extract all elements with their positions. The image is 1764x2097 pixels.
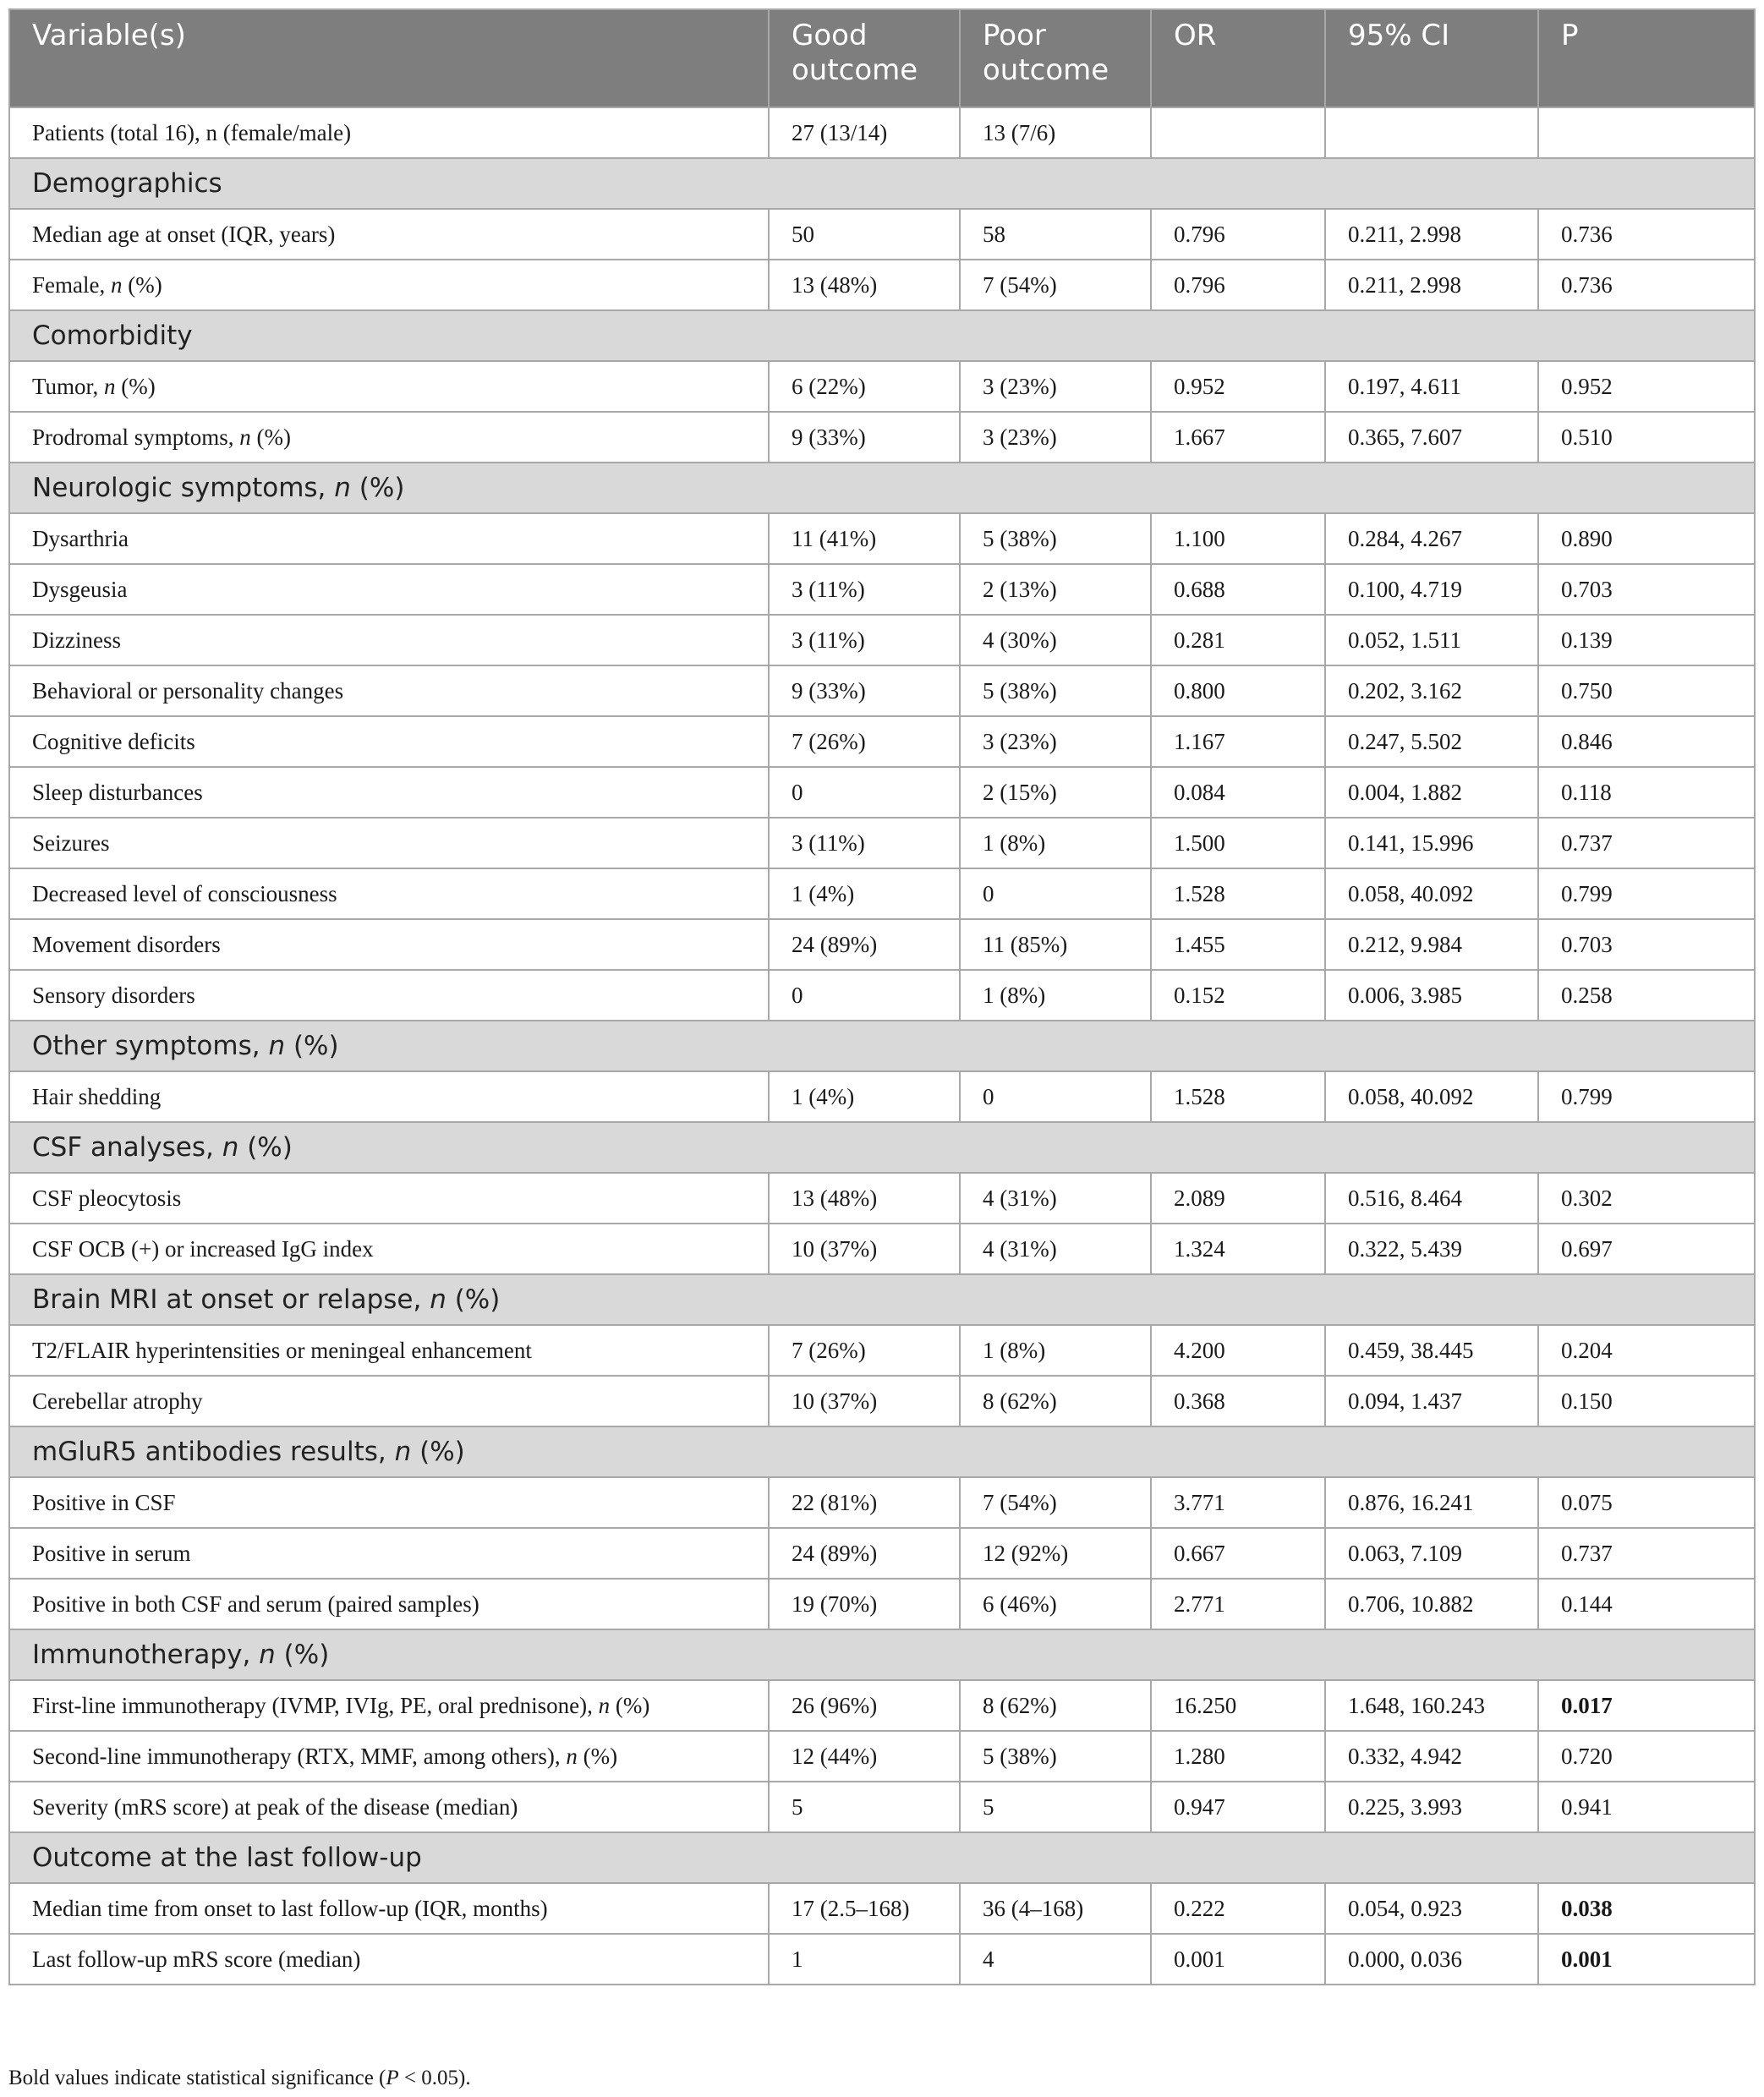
cell-poor-outcome: 1 (8%) <box>960 818 1151 868</box>
section-label: Other symptoms, n (%) <box>9 1021 1755 1071</box>
cell-poor-outcome: 1 (8%) <box>960 970 1151 1021</box>
cell-ci: 0.094, 1.437 <box>1325 1376 1538 1426</box>
cell-ci: 0.322, 5.439 <box>1325 1224 1538 1274</box>
cell-p: 0.737 <box>1538 1528 1755 1579</box>
cell-good-outcome: 17 (2.5–168) <box>769 1883 960 1934</box>
cell-good-outcome: 1 (4%) <box>769 868 960 919</box>
cell-ci: 0.516, 8.464 <box>1325 1173 1538 1224</box>
cell-variable: Movement disorders <box>9 919 769 970</box>
cell-p: 0.890 <box>1538 513 1755 564</box>
cell-p: 0.736 <box>1538 209 1755 260</box>
section-label: CSF analyses, n (%) <box>9 1122 1755 1173</box>
cell-ci: 0.197, 4.611 <box>1325 361 1538 412</box>
cell-p <box>1538 1883 1755 1934</box>
cell-poor-outcome: 8 (62%) <box>960 1376 1151 1426</box>
table-row <box>9 970 1755 1021</box>
cell-or: 1.500 <box>1151 818 1325 868</box>
results-table <box>8 8 1756 1985</box>
cell-poor-outcome: 4 <box>960 1934 1151 1985</box>
table-body <box>9 107 1755 1985</box>
table-row <box>9 868 1755 919</box>
cell-poor-outcome: 7 (54%) <box>960 260 1151 310</box>
table-row <box>9 209 1755 260</box>
cell-variable: Decreased level of consciousness <box>9 868 769 919</box>
cell-good-outcome: 10 (37%) <box>769 1376 960 1426</box>
cell-ci: 0.100, 4.719 <box>1325 564 1538 615</box>
cell-poor-outcome: 7 (54%) <box>960 1477 1151 1528</box>
cell-good-outcome: 3 (11%) <box>769 818 960 868</box>
cell-or: 0.947 <box>1151 1782 1325 1832</box>
cell-ci: 0.211, 2.998 <box>1325 260 1538 310</box>
cell-variable: Dysarthria <box>9 513 769 564</box>
table-row <box>9 1325 1755 1376</box>
cell-variable: First-line immunotherapy (IVMP, IVIg, PE, oral prednisone), n (%) <box>9 1680 769 1731</box>
table-row <box>9 564 1755 615</box>
cell-p: 0.799 <box>1538 1071 1755 1122</box>
cell-good-outcome: 1 <box>769 1934 960 1985</box>
cell-poor-outcome: 3 (23%) <box>960 412 1151 463</box>
cell-p <box>1538 107 1755 158</box>
cell-good-outcome: 19 (70%) <box>769 1579 960 1629</box>
cell-good-outcome: 50 <box>769 209 960 260</box>
table-row <box>9 412 1755 463</box>
cell-variable: Positive in serum <box>9 1528 769 1579</box>
cell-poor-outcome: 5 (38%) <box>960 1731 1151 1782</box>
table-row <box>9 1477 1755 1528</box>
cell-or: 1.667 <box>1151 412 1325 463</box>
cell-or <box>1151 107 1325 158</box>
table-row <box>9 1680 1755 1731</box>
section-label: Comorbidity <box>9 310 1755 361</box>
cell-poor-outcome: 0 <box>960 1071 1151 1122</box>
cell-poor-outcome: 4 (30%) <box>960 615 1151 665</box>
header-variable: Variable(s) <box>9 9 769 107</box>
table-row <box>9 1071 1755 1122</box>
table-row <box>9 513 1755 564</box>
cell-poor-outcome: 12 (92%) <box>960 1528 1151 1579</box>
cell-ci: 0.141, 15.996 <box>1325 818 1538 868</box>
table-row <box>9 716 1755 767</box>
cell-good-outcome: 12 (44%) <box>769 1731 960 1782</box>
cell-p: 0.846 <box>1538 716 1755 767</box>
cell-variable: CSF OCB (+) or increased IgG index <box>9 1224 769 1274</box>
cell-or: 2.771 <box>1151 1579 1325 1629</box>
cell-ci: 0.365, 7.607 <box>1325 412 1538 463</box>
cell-or: 0.667 <box>1151 1528 1325 1579</box>
cell-or: 0.152 <box>1151 970 1325 1021</box>
cell-poor-outcome: 2 (13%) <box>960 564 1151 615</box>
cell-poor-outcome: 58 <box>960 209 1151 260</box>
significant-p-value: 0.038 <box>1561 1895 1613 1921</box>
table-row <box>9 767 1755 818</box>
cell-poor-outcome: 4 (31%) <box>960 1173 1151 1224</box>
cell-or: 1.455 <box>1151 919 1325 970</box>
table-row <box>9 1883 1755 1934</box>
cell-p: 0.750 <box>1538 665 1755 716</box>
cell-variable: Median time from onset to last follow-up (IQR, months) <box>9 1883 769 1934</box>
table-row <box>9 1376 1755 1426</box>
cell-p: 0.302 <box>1538 1173 1755 1224</box>
cell-poor-outcome: 3 (23%) <box>960 716 1151 767</box>
cell-good-outcome: 7 (26%) <box>769 716 960 767</box>
cell-variable: Cognitive deficits <box>9 716 769 767</box>
cell-poor-outcome: 36 (4–168) <box>960 1883 1151 1934</box>
section-header-row <box>9 1629 1755 1680</box>
cell-or: 16.250 <box>1151 1680 1325 1731</box>
cell-ci: 0.706, 10.882 <box>1325 1579 1538 1629</box>
cell-ci <box>1325 107 1538 158</box>
cell-variable: CSF pleocytosis <box>9 1173 769 1224</box>
cell-p: 0.139 <box>1538 615 1755 665</box>
cell-or: 0.952 <box>1151 361 1325 412</box>
cell-p <box>1538 1680 1755 1731</box>
cell-variable: Cerebellar atrophy <box>9 1376 769 1426</box>
cell-ci: 0.876, 16.241 <box>1325 1477 1538 1528</box>
cell-poor-outcome: 11 (85%) <box>960 919 1151 970</box>
cell-variable: Dysgeusia <box>9 564 769 615</box>
cell-good-outcome: 3 (11%) <box>769 615 960 665</box>
cell-poor-outcome: 6 (46%) <box>960 1579 1151 1629</box>
cell-ci: 0.212, 9.984 <box>1325 919 1538 970</box>
section-header-row <box>9 1122 1755 1173</box>
cell-or: 1.100 <box>1151 513 1325 564</box>
section-label: Outcome at the last follow-up <box>9 1832 1755 1883</box>
cell-or: 0.800 <box>1151 665 1325 716</box>
cell-ci: 0.000, 0.036 <box>1325 1934 1538 1985</box>
cell-variable: Last follow-up mRS score (median) <box>9 1934 769 1985</box>
cell-poor-outcome: 5 (38%) <box>960 513 1151 564</box>
cell-or: 0.796 <box>1151 260 1325 310</box>
cell-good-outcome: 5 <box>769 1782 960 1832</box>
cell-poor-outcome: 1 (8%) <box>960 1325 1151 1376</box>
cell-good-outcome: 1 (4%) <box>769 1071 960 1122</box>
cell-good-outcome: 24 (89%) <box>769 919 960 970</box>
cell-good-outcome: 0 <box>769 767 960 818</box>
cell-or: 0.084 <box>1151 767 1325 818</box>
cell-or: 0.001 <box>1151 1934 1325 1985</box>
cell-p: 0.150 <box>1538 1376 1755 1426</box>
cell-poor-outcome: 2 (15%) <box>960 767 1151 818</box>
cell-ci: 0.211, 2.998 <box>1325 209 1538 260</box>
cell-or: 0.368 <box>1151 1376 1325 1426</box>
header-or: OR <box>1151 9 1325 107</box>
table-row <box>9 919 1755 970</box>
section-header-row <box>9 1021 1755 1071</box>
table-row <box>9 1731 1755 1782</box>
section-header-row <box>9 310 1755 361</box>
cell-poor-outcome: 13 (7/6) <box>960 107 1151 158</box>
cell-variable: Hair shedding <box>9 1071 769 1122</box>
cell-ci: 0.202, 3.162 <box>1325 665 1538 716</box>
cell-ci: 0.054, 0.923 <box>1325 1883 1538 1934</box>
cell-good-outcome: 6 (22%) <box>769 361 960 412</box>
cell-or: 1.528 <box>1151 868 1325 919</box>
cell-p: 0.204 <box>1538 1325 1755 1376</box>
cell-good-outcome: 27 (13/14) <box>769 107 960 158</box>
cell-p: 0.697 <box>1538 1224 1755 1274</box>
significant-p-value: 0.017 <box>1561 1692 1613 1718</box>
cell-p <box>1538 1934 1755 1985</box>
table-header-row <box>9 9 1755 107</box>
cell-good-outcome: 11 (41%) <box>769 513 960 564</box>
section-header-row <box>9 1832 1755 1883</box>
table-row <box>9 665 1755 716</box>
cell-poor-outcome: 5 <box>960 1782 1151 1832</box>
cell-variable: Behavioral or personality changes <box>9 665 769 716</box>
cell-p: 0.720 <box>1538 1731 1755 1782</box>
cell-good-outcome: 0 <box>769 970 960 1021</box>
cell-p: 0.703 <box>1538 564 1755 615</box>
cell-good-outcome: 10 (37%) <box>769 1224 960 1274</box>
cell-p: 0.510 <box>1538 412 1755 463</box>
header-good-outcome: Good outcome <box>769 9 960 107</box>
cell-variable: T2/FLAIR hyperintensities or meningeal enhancement <box>9 1325 769 1376</box>
significant-p-value: 0.001 <box>1561 1946 1613 1972</box>
cell-variable: Prodromal symptoms, n (%) <box>9 412 769 463</box>
cell-or: 1.528 <box>1151 1071 1325 1122</box>
cell-good-outcome: 3 (11%) <box>769 564 960 615</box>
cell-or: 3.771 <box>1151 1477 1325 1528</box>
cell-poor-outcome: 8 (62%) <box>960 1680 1151 1731</box>
cell-variable: Second-line immunotherapy (RTX, MMF, among others), n (%) <box>9 1731 769 1782</box>
cell-good-outcome: 26 (96%) <box>769 1680 960 1731</box>
cell-ci: 0.459, 38.445 <box>1325 1325 1538 1376</box>
cell-p: 0.941 <box>1538 1782 1755 1832</box>
header-p: P <box>1538 9 1755 107</box>
cell-or: 4.200 <box>1151 1325 1325 1376</box>
table-row <box>9 615 1755 665</box>
table-row <box>9 1579 1755 1629</box>
cell-variable: Median age at onset (IQR, years) <box>9 209 769 260</box>
section-header-row <box>9 1274 1755 1325</box>
cell-p: 0.118 <box>1538 767 1755 818</box>
cell-p: 0.703 <box>1538 919 1755 970</box>
table-row <box>9 1224 1755 1274</box>
cell-or: 0.796 <box>1151 209 1325 260</box>
cell-p: 0.737 <box>1538 818 1755 868</box>
cell-ci: 0.006, 3.985 <box>1325 970 1538 1021</box>
cell-ci: 0.058, 40.092 <box>1325 868 1538 919</box>
cell-ci: 0.225, 3.993 <box>1325 1782 1538 1832</box>
section-label: mGluR5 antibodies results, n (%) <box>9 1426 1755 1477</box>
table-row <box>9 818 1755 868</box>
cell-good-outcome: 22 (81%) <box>769 1477 960 1528</box>
cell-good-outcome: 13 (48%) <box>769 260 960 310</box>
cell-poor-outcome: 4 (31%) <box>960 1224 1151 1274</box>
cell-ci: 0.058, 40.092 <box>1325 1071 1538 1122</box>
cell-good-outcome: 7 (26%) <box>769 1325 960 1376</box>
cell-poor-outcome: 0 <box>960 868 1151 919</box>
cell-p: 0.144 <box>1538 1579 1755 1629</box>
cell-variable: Positive in both CSF and serum (paired samples) <box>9 1579 769 1629</box>
cell-good-outcome: 13 (48%) <box>769 1173 960 1224</box>
cell-variable: Sleep disturbances <box>9 767 769 818</box>
cell-p: 0.799 <box>1538 868 1755 919</box>
cell-or: 2.089 <box>1151 1173 1325 1224</box>
cell-variable: Sensory disorders <box>9 970 769 1021</box>
cell-poor-outcome: 5 (38%) <box>960 665 1151 716</box>
table-row <box>9 1173 1755 1224</box>
cell-p: 0.075 <box>1538 1477 1755 1528</box>
cell-p: 0.736 <box>1538 260 1755 310</box>
cell-variable: Positive in CSF <box>9 1477 769 1528</box>
cell-ci: 1.648, 160.243 <box>1325 1680 1538 1731</box>
cell-or: 0.222 <box>1151 1883 1325 1934</box>
cell-ci: 0.063, 7.109 <box>1325 1528 1538 1579</box>
cell-variable: Female, n (%) <box>9 260 769 310</box>
table-row <box>9 107 1755 158</box>
section-header-row <box>9 1426 1755 1477</box>
cell-ci: 0.332, 4.942 <box>1325 1731 1538 1782</box>
cell-or: 1.324 <box>1151 1224 1325 1274</box>
cell-or: 0.281 <box>1151 615 1325 665</box>
cell-p: 0.952 <box>1538 361 1755 412</box>
cell-or: 1.280 <box>1151 1731 1325 1782</box>
cell-or: 1.167 <box>1151 716 1325 767</box>
cell-variable: Patients (total 16), n (female/male) <box>9 107 769 158</box>
header-poor-outcome: Poor outcome <box>960 9 1151 107</box>
cell-variable: Severity (mRS score) at peak of the disease (median) <box>9 1782 769 1832</box>
cell-good-outcome: 9 (33%) <box>769 665 960 716</box>
section-label: Neurologic symptoms, n (%) <box>9 463 1755 513</box>
cell-ci: 0.284, 4.267 <box>1325 513 1538 564</box>
cell-ci: 0.052, 1.511 <box>1325 615 1538 665</box>
table-row <box>9 260 1755 310</box>
section-label: Immunotherapy, n (%) <box>9 1629 1755 1680</box>
table-row <box>9 1528 1755 1579</box>
cell-or: 0.688 <box>1151 564 1325 615</box>
section-header-row <box>9 463 1755 513</box>
cell-variable: Tumor, n (%) <box>9 361 769 412</box>
table-row <box>9 1934 1755 1985</box>
cell-ci: 0.247, 5.502 <box>1325 716 1538 767</box>
cell-p: 0.258 <box>1538 970 1755 1021</box>
section-label: Demographics <box>9 158 1755 209</box>
cell-good-outcome: 9 (33%) <box>769 412 960 463</box>
table-footnote: Bold values indicate statistical significance (P < 0.05). <box>8 2067 471 2089</box>
cell-poor-outcome: 3 (23%) <box>960 361 1151 412</box>
cell-good-outcome: 24 (89%) <box>769 1528 960 1579</box>
cell-variable: Dizziness <box>9 615 769 665</box>
table-row <box>9 1782 1755 1832</box>
header-ci: 95% CI <box>1325 9 1538 107</box>
section-header-row <box>9 158 1755 209</box>
cell-ci: 0.004, 1.882 <box>1325 767 1538 818</box>
section-label: Brain MRI at onset or relapse, n (%) <box>9 1274 1755 1325</box>
cell-variable: Seizures <box>9 818 769 868</box>
table-row <box>9 361 1755 412</box>
